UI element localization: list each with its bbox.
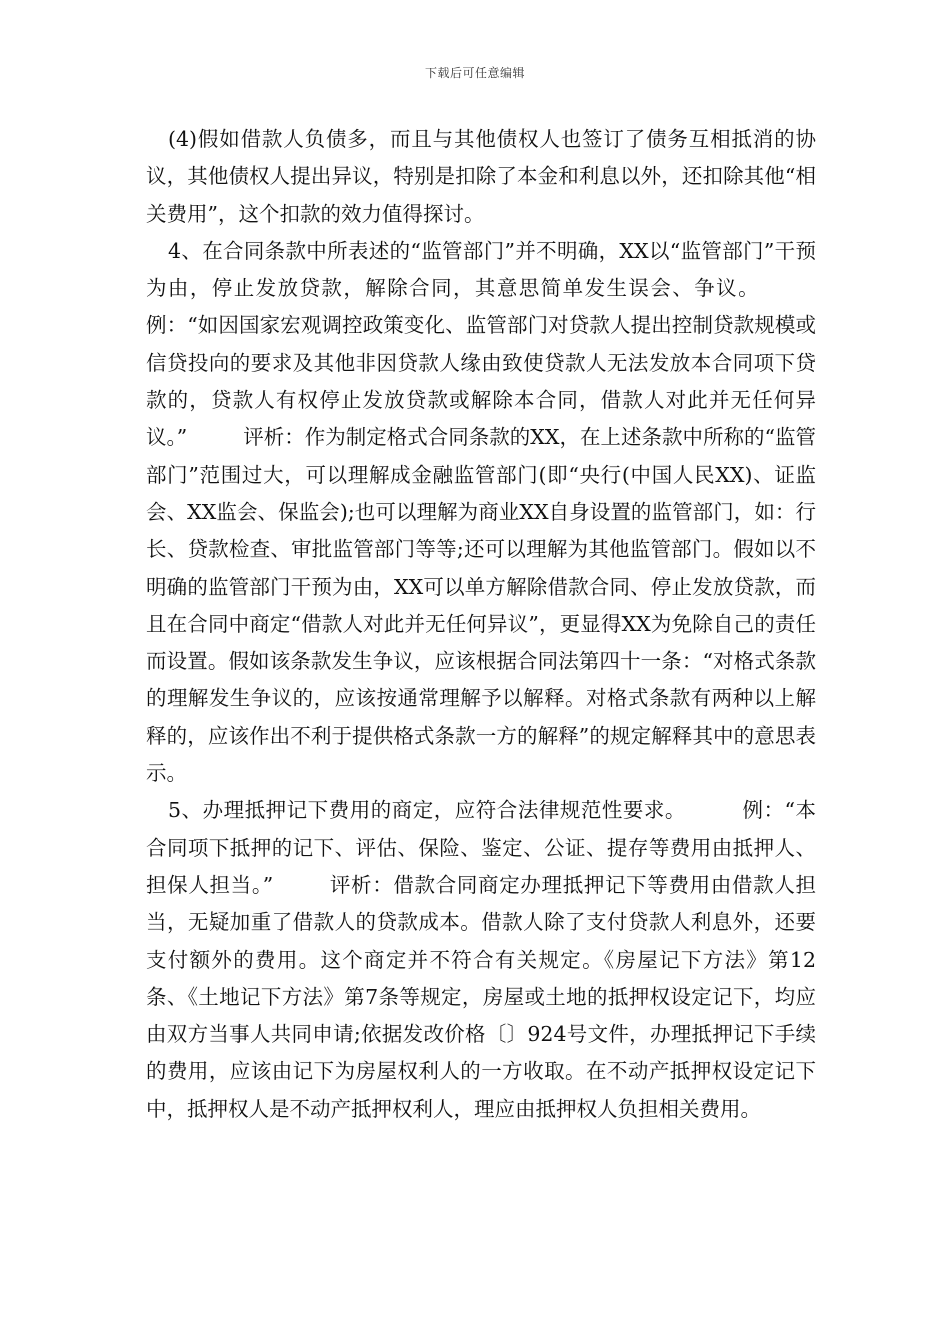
regulator-clause-example: 例：“如因国家宏观调控政策变化、监管部门对贷款人提出控制贷款规模或信贷投向的要求及其他非因贷款人缘由致使贷款人无法发放本合同项下贷款的，贷款人有权停止发放贷款或解除本合同，借款人对此并无任何异议。” [146, 313, 816, 450]
page-header: 下载后可任意编辑 [424, 66, 525, 80]
document-body [146, 121, 816, 1128]
paragraph-4-text: (4)假如借款人负债多，而且与其他债权人也签订了债务互相抵消的协议，其他债权人提出异议，特别是扣除了本金和利息以外，还扣除其他“相关费用”，这个扣款的效力值得探讨。 [146, 127, 816, 226]
paragraph-4-offset-clause [146, 121, 816, 233]
mortgage-fee-example: 例：“本合同项下抵押的记下、评估、保险、鉴定、公证、提存等费用由抵押人、担保人担当。” [146, 798, 816, 897]
paragraph-mortgage-fee-clause [146, 792, 816, 1128]
mortgage-fee-analysis: 评析：借款合同商定办理抵押记下等费用由借款人担当，无疑加重了借款人的贷款成本。借款人除了支付贷款人利息外，还要支付额外的费用。这个商定并不符合有关规定。《房屋记下方法》第12条、《土地记下方法》第7条等规定，房屋或土地的抵押权设定记下，均应由双方当事人共同申请;依据发改价格〔〕924号文件，办理抵押记下手续的费用，应该由记下为房屋权利人的一方收取。在不动产抵押权设定记下中，抵押权人是不动产抵押权利人，理应由抵押权人负担相关费用。 [146, 872, 816, 1121]
regulator-clause-statement: 4、在合同条款中所表述的“监管部门”并不明确，XX以“监管部门”干预为由，停止发放贷款，解除合同，其意思简单发生误会、争议。 [146, 238, 816, 301]
mortgage-fee-statement: 5、办理抵押记下费用的商定，应符合法律规范性要求。 [168, 798, 686, 823]
paragraph-regulator-clause [146, 233, 816, 792]
regulator-clause-analysis: 评析：作为制定格式合同条款的XX，在上述条款中所称的“监管部门”范围过大，可以理解成金融监管部门(即“央行(中国人民XX)、证监会、XX监会、保监会);也可以理解为商业XX自身设置的监管部门，如：行长、贷款检查、审批监管部门等等;还可以理解为其他监管部门。假如以不明确的监管部门干预为由，XX可以单方解除借款合同、停止发放贷款，而且在合同中商定“借款人对此并无任何异议”，更显得XX为免除自己的责任而设置。假如该条款发生争议，应该根据合同法第四十一条：“对格式条款的理解发生争议的，应该按通常理解予以解释。对格式条款有两种以上解释的，应该作出不利于提供格式条款一方的解释”的规定解释其中的意思表示。 [146, 425, 817, 786]
